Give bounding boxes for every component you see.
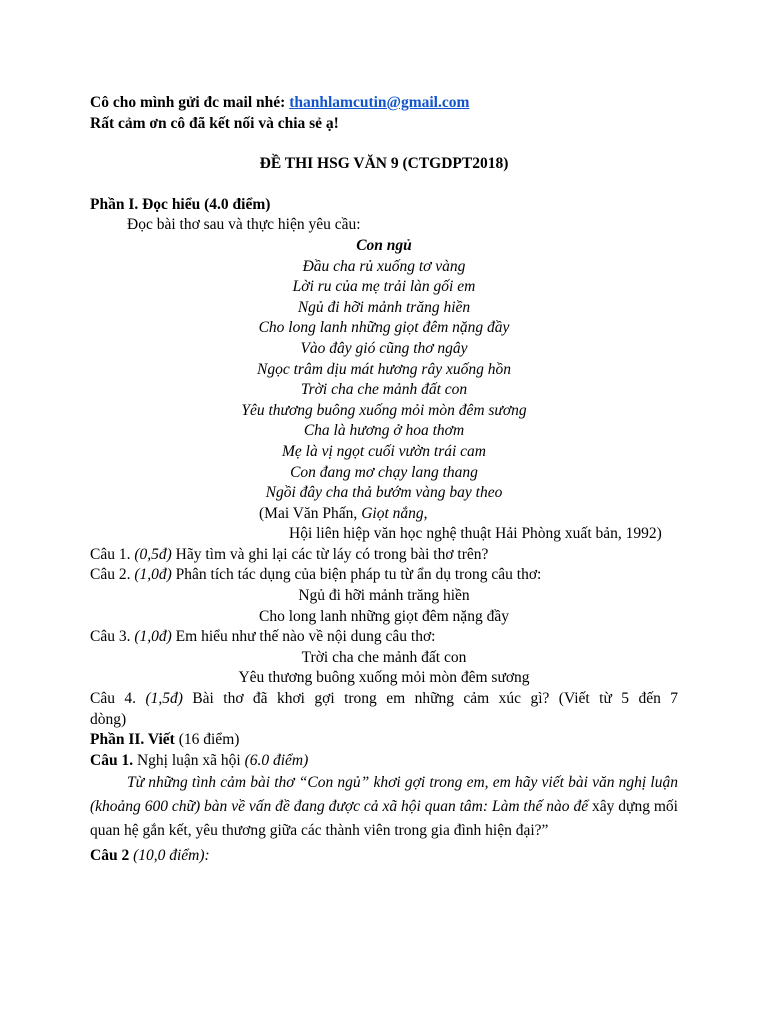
poem-line: Mẹ là vị ngọt cuối vườn trái cam <box>282 442 486 460</box>
q3-text: Em hiểu như thế nào về nội dung câu thơ: <box>171 628 436 646</box>
c1-prompt-italic: Từ những tình cảm bài thơ “Con ngủ” khơi gợi trong em, em hãy viết bài văn nghị luận (khoảng 600 chữ) bàn về vấn đề đang được cả xã hội quan tâm: Làm thế nào để <box>90 774 678 816</box>
part2-question-2 <box>90 846 678 867</box>
q4-text: Bài thơ đã khơi gợi trong em những cảm xúc gì? (Viết từ 5 đến 7 <box>182 690 678 708</box>
thanks-line: Rất cảm ơn cô đã kết nối và chia sẻ ạ! <box>90 114 339 132</box>
source-author: (Mai Văn Phấn, <box>259 504 362 522</box>
email-link[interactable]: thanhlamcutin@gmail.com <box>289 94 470 111</box>
email-request-text: Cô cho mình gửi đc mail nhé: <box>90 94 290 111</box>
c1-text: Nghị luận xã hội <box>133 751 245 769</box>
poem-source-author <box>90 504 678 525</box>
c2-label: Câu 2 <box>90 847 130 865</box>
q2-quote-line: Cho long lanh những giọt đêm nặng đầy <box>259 607 509 625</box>
part2-heading-bold: Phần II. Viết <box>90 731 175 749</box>
q3-label: Câu 3. <box>90 628 135 646</box>
source-comma: , <box>423 504 428 522</box>
poem-line: Vào đây gió cũng thơ ngây <box>300 339 468 357</box>
c1-prompt <box>90 771 678 843</box>
poem <box>90 236 678 504</box>
part2-heading-points: (16 điểm) <box>174 731 240 749</box>
document-content <box>90 93 678 867</box>
q2-points: (1,0đ) <box>134 566 172 584</box>
q2-text: Phân tích tác dụng của biện pháp tu từ ẩn dụ trong câu thơ: <box>171 566 542 584</box>
question-2 <box>90 565 678 586</box>
q1-text: Hãy tìm và ghi lại các từ láy có trong bài thơ trên? <box>171 545 489 563</box>
exam-title: ĐỀ THI HSG VĂN 9 (CTGDPT2018) <box>259 155 509 173</box>
poem-line: Ngồi đây cha thả bướm vàng bay theo <box>265 484 503 502</box>
poem-line: Ngủ đi hỡi mảnh trăng hiền <box>297 298 471 316</box>
reading-instruction: Đọc bài thơ sau và thực hiện yêu cầu: <box>127 216 361 234</box>
email-request-line <box>90 93 678 114</box>
part2-question-1 <box>90 751 678 772</box>
q2-label: Câu 2. <box>90 566 135 584</box>
poem-line: Lời ru của mẹ trải làn gối em <box>292 278 476 296</box>
question-4 <box>90 689 678 710</box>
poem-line: Trời cha che mảnh đất con <box>300 381 468 399</box>
source-book: Giọt nắng <box>361 504 424 522</box>
q3-quote-line: Trời cha che mảnh đất con <box>301 648 467 666</box>
q4-points: (1,5đ) <box>145 690 183 708</box>
source-publisher: Hội liên hiệp văn học nghệ thuật Hải Phòng xuất bản, 1992) <box>289 525 662 543</box>
q3-points: (1,0đ) <box>134 628 172 646</box>
poem-line: Ngọc trâm dịu mát hương rây xuống hồn <box>257 360 511 378</box>
c2-points: (10,0 điểm): <box>129 847 210 865</box>
poem-source-publisher <box>90 524 678 545</box>
q2-quote-line: Ngủ đi hỡi mảnh trăng hiền <box>298 587 470 605</box>
poem-line: Yêu thương buông xuống mỏi mòn đêm sương <box>241 401 527 419</box>
q4-label: Câu 4. <box>90 690 146 708</box>
question-3 <box>90 627 678 648</box>
poem-line: Cho long lanh những giọt đêm nặng đầy <box>258 319 510 337</box>
poem-line: Cha là hương ở hoa thơm <box>303 422 465 440</box>
c1-label: Câu 1. <box>90 751 134 769</box>
poem-title: Con ngủ <box>356 236 412 254</box>
q1-points: (0,5đ) <box>134 545 172 563</box>
part1-heading: Phần I. Đọc hiểu (4.0 điểm) <box>90 195 271 213</box>
question-1 <box>90 545 678 566</box>
c1-points: (6.0 điểm) <box>244 751 309 769</box>
c1-prompt-plain: xây dựng mối quan hệ gắn kết, yêu thương giữa các thành viên trong gia đình hiện đại?” <box>90 798 678 840</box>
q4-text-continued: dòng) <box>90 710 127 728</box>
q3-quote-line: Yêu thương buông xuống mỏi mòn đêm sương <box>238 669 530 687</box>
poem-line: Con đang mơ chạy lang thang <box>290 463 478 481</box>
poem-line: Đầu cha rủ xuống tơ vàng <box>302 257 466 275</box>
part2-heading <box>90 730 678 751</box>
q1-label: Câu 1. <box>90 545 135 563</box>
